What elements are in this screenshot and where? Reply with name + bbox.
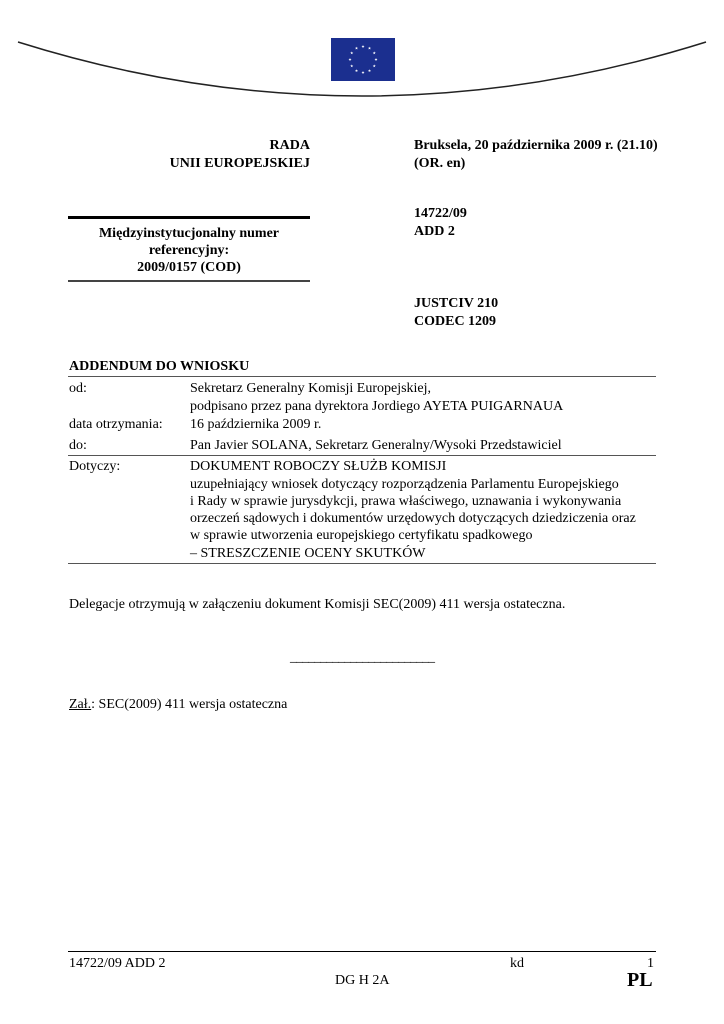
subject-line: orzeczeń sądowych i dokumentów urzędowych dotyczących dziedziczenia oraz	[190, 511, 636, 526]
subject-line: w sprawie utworzenia europejskiego certyfikatu spadkowego	[190, 528, 533, 543]
council-line-1: RADA	[269, 138, 310, 153]
place-date-line-1: Bruksela, 20 października 2009 r. (21.10)	[414, 138, 658, 153]
classification-codes	[414, 295, 498, 331]
document-number-line-1: 14722/09	[414, 206, 467, 221]
council-line-2: UNII EUROPEJSKIEJ	[169, 156, 310, 171]
received-value: 16 października 2009 r.	[190, 417, 322, 432]
attachment-label: Zał.	[69, 697, 92, 712]
to-value: Pan Javier SOLANA, Sekretarz Generalny/Wysoki Przedstawiciel	[190, 438, 562, 453]
delegations-note: Delegacje otrzymują w załączeniu dokument Komisji SEC(2009) 411 wersja ostateczna.	[69, 597, 566, 612]
attachment-text: : SEC(2009) 411 wersja ostateczna	[91, 697, 288, 712]
document-number-line-2: ADD 2	[414, 224, 455, 239]
subject-line: uzupełniający wniosek dotyczący rozporządzenia Parlamentu Europejskiego	[190, 477, 619, 492]
from-value-line-2: podpisano przez pana dyrektora Jordiego AYETA PUIGARNAUA	[190, 399, 564, 414]
footer-page-number: 1	[647, 956, 654, 971]
addendum-title: ADDENDUM DO WNIOSKU	[69, 359, 250, 374]
addendum-divider-middle	[68, 455, 656, 456]
subject-line: – STRESZCZENIE OCENY SKUTKÓW	[190, 546, 426, 561]
council-name	[140, 137, 310, 173]
attachment-note	[69, 697, 287, 713]
addendum-divider-bottom	[68, 563, 656, 564]
code-line-1: JUSTCIV 210	[414, 296, 499, 311]
document-number	[414, 205, 467, 241]
original-language: (OR. en)	[414, 156, 466, 171]
from-label: od:	[69, 381, 87, 396]
reference-line-2: referencyjny:	[148, 243, 230, 258]
footer-initials: kd	[510, 956, 524, 971]
footer-unit: DG H 2A	[335, 973, 390, 988]
received-label: data otrzymania:	[69, 417, 163, 432]
footer-doc-ref: 14722/09 ADD 2	[69, 956, 166, 971]
section-separator: ________________________	[290, 650, 434, 665]
subject-line: i Rady w sprawie jurysdykcji, prawa właściwego, uznawania i wykonywania	[190, 494, 622, 509]
eu-flag-icon	[331, 38, 395, 81]
addendum-divider-top	[68, 376, 656, 377]
reference-line-1: Międzyinstytucjonalny numer	[98, 226, 280, 241]
subject-label: Dotyczy:	[69, 459, 121, 474]
code-line-2: CODEC 1209	[414, 314, 497, 329]
to-label: do:	[69, 438, 87, 453]
reference-number: 2009/0157 (COD)	[137, 260, 241, 275]
from-value-line-1: Sekretarz Generalny Komisji Europejskiej,	[190, 381, 432, 396]
subject-line: DOKUMENT ROBOCZY SŁUŻB KOMISJI	[190, 459, 447, 474]
interinstitutional-reference-box	[68, 216, 310, 282]
place-date	[414, 137, 714, 173]
footer-language: PL	[627, 969, 653, 991]
footer-divider	[68, 951, 656, 952]
